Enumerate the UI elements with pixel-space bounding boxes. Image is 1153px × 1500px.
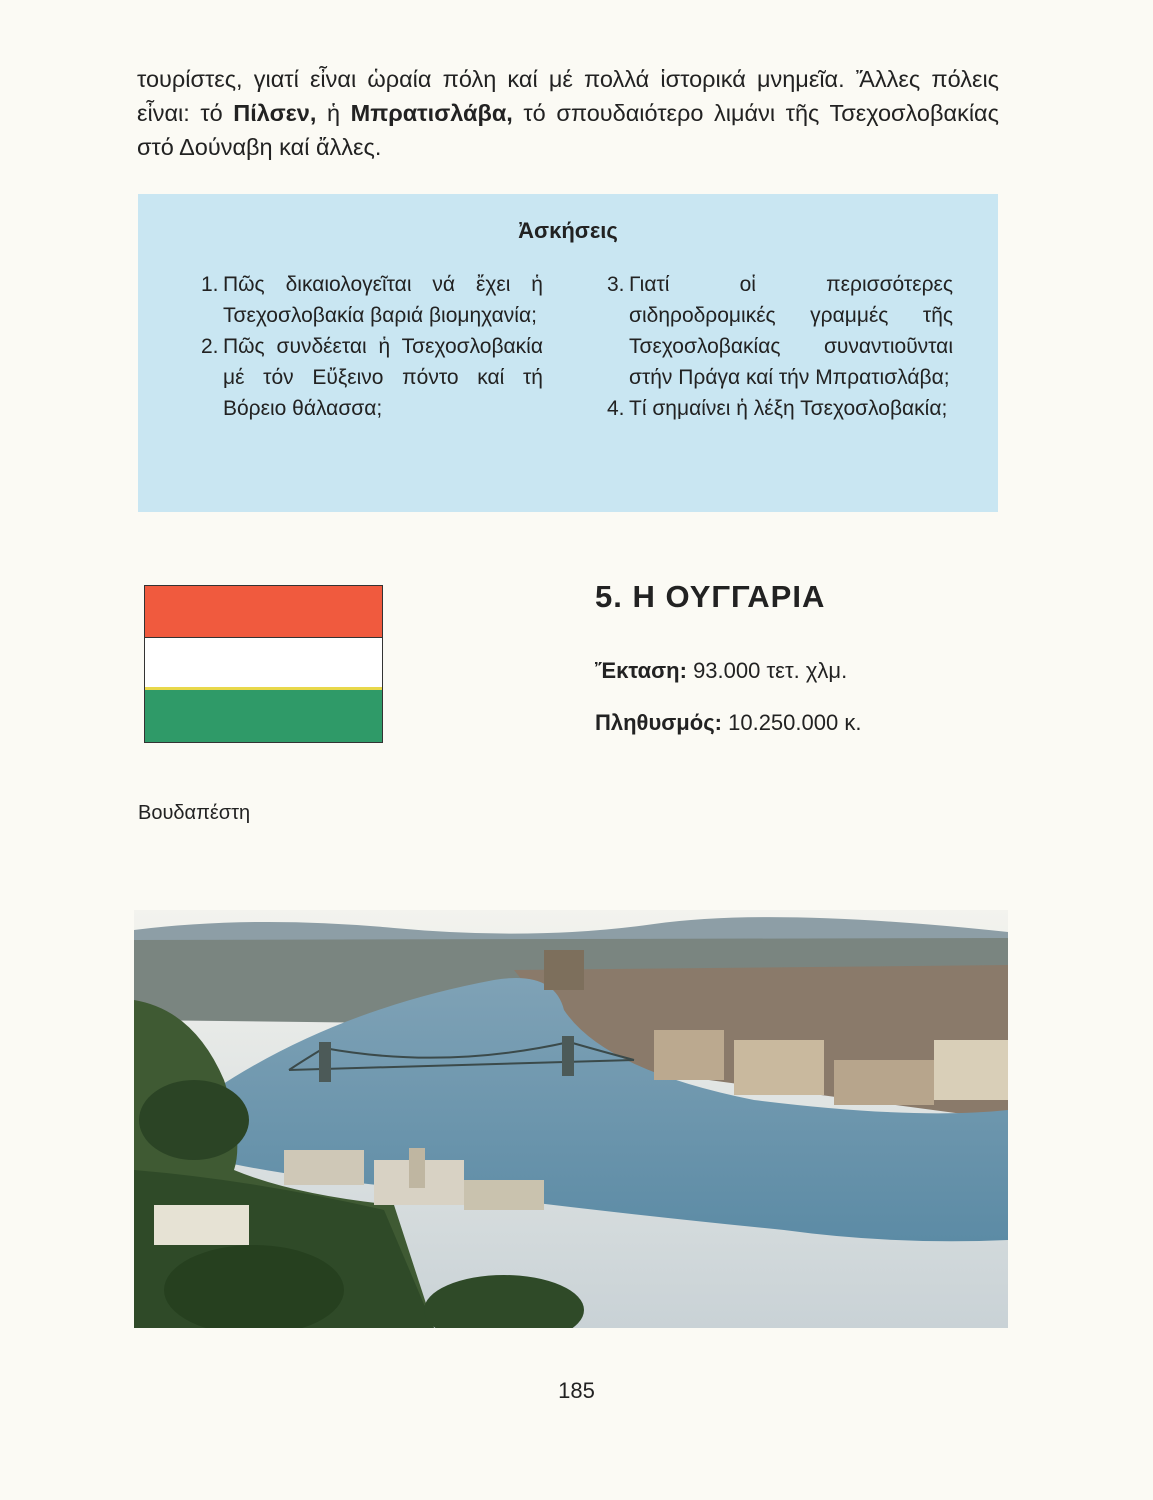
city-pilsen: Πίλσεν, (233, 100, 317, 126)
exercise-number: 1. (201, 273, 219, 296)
intro-text-1: τουρίστες, γιατί εἶναι ὡραία πόλη καί μέ πολλά ἱστορικά μνημεῖα. Ἄλλες πόλεις εἶναι: τό (137, 66, 999, 126)
exercise-text: Γιατί οἱ περισσότερες σιδηροδρομικές γραμμές τῆς Τσεχοσλοβακίας συναντιοῦνται στήν Πράγα καί τήν Μπρατισλάβα; (629, 273, 953, 389)
budapest-photo (134, 910, 1008, 1328)
photo-caption: Βουδαπέστη (138, 802, 251, 824)
exercise-item (201, 331, 543, 424)
exercise-item (607, 393, 953, 424)
exercises-title: Ἀσκήσεις (518, 218, 618, 243)
area-fact (595, 658, 847, 684)
intro-text-3: τό σπουδαιότερο λιμάνι τῆς Τσεχοσλοβακίας στό Δούναβη καί ἄλλες. (137, 100, 999, 160)
city-bratislava: Μπρατισλάβα, (350, 100, 513, 126)
area-value: 93.000 τετ. χλμ. (693, 658, 848, 683)
exercise-number: 3. (607, 273, 625, 296)
area-label: Ἔκταση: (595, 658, 687, 683)
budapest-landscape-image (134, 910, 1008, 1328)
exercise-item (607, 269, 953, 393)
exercise-number: 2. (201, 335, 219, 358)
exercises-box (138, 194, 998, 512)
flag-band-white (145, 638, 382, 690)
exercise-text: Πῶς δικαιολογεῖται νά ἔχει ἡ Τσεχοσλοβακία βαριά βιομηχανία; (223, 273, 543, 327)
exercise-item (201, 269, 543, 331)
intro-paragraph (137, 62, 999, 164)
exercises-right-column (607, 269, 953, 424)
population-value: 10.250.000 κ. (728, 710, 862, 735)
exercise-text: Πῶς συνδέεται ἡ Τσεχοσλοβακία μέ τόν Εὔξεινο πόντο καί τή Βόρειο θάλασσα; (223, 335, 543, 420)
population-label: Πληθυσμός: (595, 710, 722, 735)
exercise-number: 4. (607, 397, 625, 420)
exercise-text: Τί σημαίνει ἡ λέξη Τσεχοσλοβακία; (629, 397, 948, 420)
flag-band-red (145, 586, 382, 638)
page-number: 185 (558, 1378, 595, 1403)
population-fact (595, 710, 861, 736)
hungary-flag (144, 585, 383, 743)
section-title: 5. Η ΟΥΓΓΑΡΙΑ (595, 579, 826, 614)
intro-text-2: ἡ (316, 100, 351, 126)
exercises-left-column (201, 269, 543, 424)
flag-band-green (145, 690, 382, 742)
